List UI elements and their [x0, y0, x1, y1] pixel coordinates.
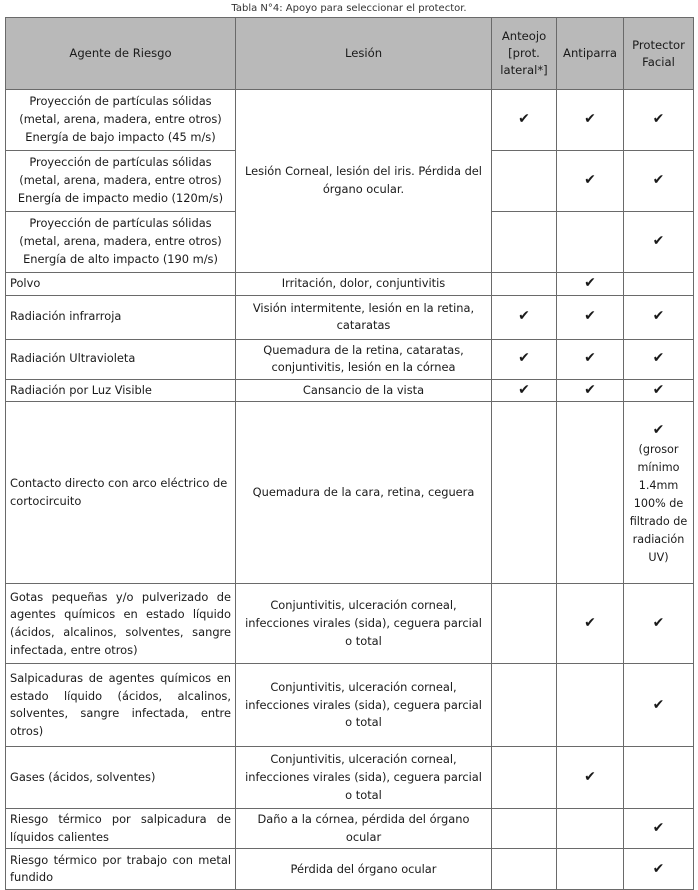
- checkmark-icon: ✔: [652, 860, 665, 877]
- agent-cell: Gotas pequeñas y/o pulverizado de agentes químicos en estado líquido (ácidos, alcalinos, solventes, sangre infectada, entre otros): [6, 584, 236, 664]
- agent-cell: Radiación Ultravioleta: [6, 339, 236, 379]
- check-anteojo: [492, 151, 557, 212]
- table-row: [6, 664, 694, 747]
- agent-cell: Gases (ácidos, solventes): [6, 747, 236, 809]
- header-row: [6, 18, 694, 90]
- check-antiparra: [557, 809, 624, 849]
- checkmark-icon: ✔: [652, 696, 665, 713]
- check-antiparra: [557, 339, 624, 379]
- check-anteojo: [492, 747, 557, 809]
- lesion-cell: Quemadura de la retina, cataratas, conjuntivitis, lesión en la córnea: [236, 339, 492, 379]
- checkmark-icon: ✔: [652, 308, 665, 325]
- check-anteojo: [492, 584, 557, 664]
- checkmark-icon: ✔: [652, 820, 665, 837]
- lesion-cell: Quemadura de la cara, retina, ceguera: [236, 402, 492, 584]
- checkmark-icon: ✔: [518, 111, 530, 128]
- check-facial: [624, 151, 694, 212]
- check-anteojo: [492, 212, 557, 273]
- lesion-cell: Conjuntivitis, ulceración corneal, infecciones virales (sida), ceguera parcial o total: [236, 747, 492, 809]
- header-antiparra: Antiparra: [557, 18, 624, 90]
- check-antiparra: [557, 151, 624, 212]
- checkmark-icon: ✔: [652, 381, 665, 398]
- header-lesion: Lesión: [236, 18, 492, 90]
- checkmark-icon: ✔: [652, 172, 665, 189]
- agent-cell: Radiación infrarroja: [6, 295, 236, 339]
- table-row: [6, 90, 694, 151]
- checkmark-icon: ✔: [584, 275, 596, 291]
- lesion-cell: Lesión Corneal, lesión del iris. Pérdida del órgano ocular.: [236, 90, 492, 273]
- header-facial: Protector Facial: [624, 18, 694, 90]
- check-facial: [624, 402, 694, 584]
- table-row: [6, 379, 694, 402]
- agent-cell: Radiación por Luz Visible: [6, 379, 236, 402]
- check-anteojo: [492, 90, 557, 151]
- check-anteojo: [492, 339, 557, 379]
- table-row: [6, 339, 694, 379]
- check-antiparra: [557, 295, 624, 339]
- check-anteojo: [492, 664, 557, 747]
- checkmark-icon: ✔: [584, 615, 596, 632]
- agent-cell: Proyección de partículas sólidas (metal, arena, madera, entre otros) Energía de impacto medio (120m/s): [6, 151, 236, 212]
- check-facial: [624, 849, 694, 890]
- check-facial: [624, 747, 694, 809]
- check-facial: [624, 339, 694, 379]
- check-anteojo: [492, 402, 557, 584]
- checkmark-icon: ✔: [518, 308, 530, 325]
- header-anteojo: Anteojo [prot. lateral*]: [492, 18, 557, 90]
- check-facial: [624, 664, 694, 747]
- check-anteojo: [492, 809, 557, 849]
- checkmark-icon: ✔: [584, 381, 596, 398]
- check-anteojo: [492, 273, 557, 296]
- check-antiparra: [557, 273, 624, 296]
- lesion-cell: Irritación, dolor, conjuntivitis: [236, 273, 492, 296]
- check-facial: [624, 584, 694, 664]
- check-facial: [624, 273, 694, 296]
- table-row: [6, 809, 694, 849]
- check-facial: [624, 212, 694, 273]
- checkmark-icon: ✔: [584, 308, 596, 325]
- checkmark-icon: ✔: [584, 172, 596, 189]
- table-row: [6, 747, 694, 809]
- table-row: [6, 295, 694, 339]
- check-antiparra: [557, 584, 624, 664]
- checkmark-icon: ✔: [584, 350, 596, 367]
- lesion-cell: Conjuntivitis, ulceración corneal, infecciones virales (sida), ceguera parcial o total: [236, 584, 492, 664]
- checkmark-icon: ✔: [652, 615, 665, 632]
- table-row: [6, 273, 694, 296]
- agent-cell: Proyección de partículas sólidas (metal, arena, madera, entre otros) Energía de bajo impacto (45 m/s): [6, 90, 236, 151]
- check-antiparra: [557, 212, 624, 273]
- checkmark-icon: ✔: [652, 350, 665, 367]
- header-agent: Agente de Riesgo: [6, 18, 236, 90]
- lesion-cell: Pérdida del órgano ocular: [236, 849, 492, 890]
- agent-cell: Riesgo térmico por salpicadura de líquidos calientes: [6, 809, 236, 849]
- protector-selection-table: [5, 17, 694, 890]
- check-antiparra: [557, 402, 624, 584]
- check-antiparra: [557, 849, 624, 890]
- table-row: [6, 584, 694, 664]
- check-anteojo: [492, 379, 557, 402]
- check-facial: [624, 379, 694, 402]
- check-facial: [624, 295, 694, 339]
- check-antiparra: [557, 664, 624, 747]
- check-antiparra: [557, 747, 624, 809]
- checkmark-icon: ✔: [652, 111, 665, 128]
- checkmark-icon: ✔: [652, 421, 665, 438]
- check-anteojo: [492, 849, 557, 890]
- agent-cell: Contacto directo con arco eléctrico de cortocircuito: [6, 402, 236, 584]
- check-anteojo: [492, 295, 557, 339]
- facial-note: (grosor mínimo 1.4mm 100% de filtrado de radiación UV): [629, 443, 688, 564]
- checkmark-icon: ✔: [518, 350, 530, 367]
- table-row: [6, 849, 694, 890]
- agent-cell: Proyección de partículas sólidas (metal, arena, madera, entre otros) Energía de alto impacto (190 m/s): [6, 212, 236, 273]
- check-antiparra: [557, 379, 624, 402]
- lesion-cell: Conjuntivitis, ulceración corneal, infecciones virales (sida), ceguera parcial o total: [236, 664, 492, 747]
- table-row: [6, 402, 694, 584]
- agent-cell: Salpicaduras de agentes químicos en estado líquido (ácidos, alcalinos, solventes, sangre infectada, entre otros): [6, 664, 236, 747]
- check-facial: [624, 809, 694, 849]
- checkmark-icon: ✔: [518, 381, 530, 398]
- checkmark-icon: ✔: [584, 111, 596, 128]
- checkmark-icon: ✔: [584, 769, 596, 786]
- checkmark-icon: ✔: [652, 233, 665, 250]
- table-caption: Tabla N°4: Apoyo para seleccionar el protector.: [231, 3, 467, 14]
- lesion-cell: Visión intermitente, lesión en la retina, cataratas: [236, 295, 492, 339]
- lesion-cell: Daño a la córnea, pérdida del órgano ocular: [236, 809, 492, 849]
- check-antiparra: [557, 90, 624, 151]
- lesion-cell: Cansancio de la vista: [236, 379, 492, 402]
- agent-cell: Polvo: [6, 273, 236, 296]
- agent-cell: Riesgo térmico por trabajo con metal fundido: [6, 849, 236, 890]
- check-facial: [624, 90, 694, 151]
